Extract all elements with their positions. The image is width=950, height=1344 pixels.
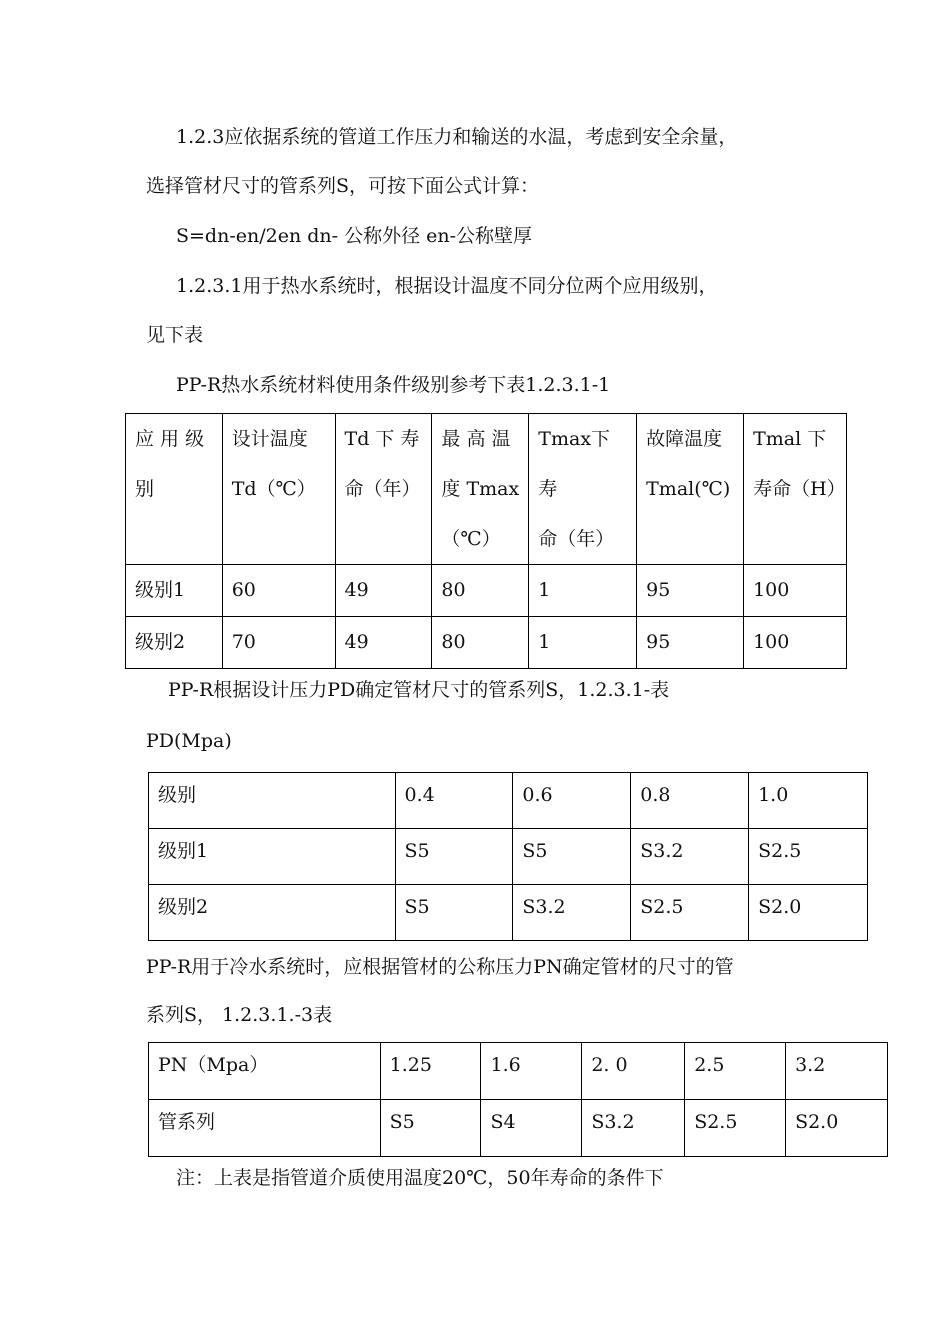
table-cell: 级别1 bbox=[149, 829, 396, 885]
table-row bbox=[149, 829, 868, 885]
header-cell: 故障温度 Tmal(℃) bbox=[637, 414, 744, 565]
table-row bbox=[149, 1043, 888, 1100]
table-row bbox=[149, 1100, 888, 1157]
table-row bbox=[126, 617, 847, 669]
temperature-class-table bbox=[125, 413, 847, 669]
table-cell: S3.2 bbox=[582, 1100, 685, 1157]
table-cell: 1 bbox=[529, 617, 637, 669]
table-cell: S2.0 bbox=[749, 885, 868, 941]
table-cell: 级别2 bbox=[126, 617, 223, 669]
header-cell: Tmal 下 寿命（H） bbox=[744, 414, 847, 565]
table-cell: 70 bbox=[222, 617, 335, 669]
table-row bbox=[149, 773, 868, 829]
table-cell: S5 bbox=[380, 1100, 481, 1157]
table-cell: S3.2 bbox=[631, 829, 749, 885]
paragraph-line: PP-R用于冷水系统时，应根据管材的公称压力PN确定管材的尺寸的管 bbox=[146, 956, 734, 978]
table-cell: S5 bbox=[395, 829, 513, 885]
table-cell: S4 bbox=[481, 1100, 582, 1157]
table-cell: 60 bbox=[222, 565, 335, 617]
table-header-row bbox=[126, 414, 847, 565]
paragraph-line: 1.2.3.1用于热水系统时，根据设计温度不同分位两个应用级别， bbox=[176, 275, 718, 297]
header-cell: Tmax下寿 命（年） bbox=[529, 414, 637, 565]
pressure-series-table bbox=[148, 772, 868, 941]
table-cell: 0.6 bbox=[513, 773, 631, 829]
table-cell: 管系列 bbox=[149, 1100, 381, 1157]
table-cell: 80 bbox=[432, 565, 529, 617]
table-cell: S3.2 bbox=[513, 885, 631, 941]
table-cell: 1.6 bbox=[481, 1043, 582, 1100]
paragraph-line: 见下表 bbox=[146, 324, 204, 346]
table-cell: 1 bbox=[529, 565, 637, 617]
table-caption: PP-R热水系统材料使用条件级别参考下表1.2.3.1-1 bbox=[176, 374, 611, 396]
paragraph-line: 系列S， 1.2.3.1.-3表 bbox=[146, 1004, 333, 1026]
table-cell: 49 bbox=[335, 565, 432, 617]
table-cell: S2.5 bbox=[685, 1100, 786, 1157]
table-cell: 80 bbox=[432, 617, 529, 669]
table-cell: PN（Mpa） bbox=[149, 1043, 381, 1100]
table-caption: PP-R根据设计压力PD确定管材尺寸的管系列S，1.2.3.1-表 bbox=[168, 679, 670, 701]
table-cell: 2.5 bbox=[685, 1043, 786, 1100]
paragraph-line: 1.2.3应依据系统的管道工作压力和输送的水温，考虑到安全余量， bbox=[176, 126, 738, 148]
table-cell: 95 bbox=[637, 565, 744, 617]
formula-line: S=dn-en/2en dn- 公称外径 en-公称壁厚 bbox=[176, 225, 533, 247]
table-cell: 1.25 bbox=[380, 1043, 481, 1100]
table-cell: 2. 0 bbox=[582, 1043, 685, 1100]
table-row bbox=[149, 885, 868, 941]
note-line: 注：上表是指管道介质使用温度20℃，50年寿命的条件下 bbox=[176, 1167, 664, 1189]
header-cell: Td 下 寿 命（年） bbox=[335, 414, 432, 565]
table-cell: 100 bbox=[744, 617, 847, 669]
table-cell: 级别1 bbox=[126, 565, 223, 617]
table-cell: S5 bbox=[513, 829, 631, 885]
table-cell: S2.5 bbox=[749, 829, 868, 885]
table-cell: 级别 bbox=[149, 773, 396, 829]
header-cell: 最 高 温 度 Tmax （℃） bbox=[432, 414, 529, 565]
cold-water-series-table bbox=[148, 1042, 888, 1157]
header-cell: 应 用 级 别 bbox=[126, 414, 223, 565]
table-cell: 0.8 bbox=[631, 773, 749, 829]
paragraph-line: 选择管材尺寸的管系列S，可按下面公式计算： bbox=[146, 175, 540, 197]
header-cell: 设计温度 Td（℃） bbox=[222, 414, 335, 565]
unit-label: PD(Mpa) bbox=[146, 730, 232, 752]
table-cell: 100 bbox=[744, 565, 847, 617]
table-cell: 49 bbox=[335, 617, 432, 669]
table-cell: S5 bbox=[395, 885, 513, 941]
table-cell: S2.0 bbox=[786, 1100, 888, 1157]
table-cell: 级别2 bbox=[149, 885, 396, 941]
table-cell: 95 bbox=[637, 617, 744, 669]
table-row bbox=[126, 565, 847, 617]
table-cell: 3.2 bbox=[786, 1043, 888, 1100]
table-cell: 1.0 bbox=[749, 773, 868, 829]
table-cell: S2.5 bbox=[631, 885, 749, 941]
table-cell: 0.4 bbox=[395, 773, 513, 829]
